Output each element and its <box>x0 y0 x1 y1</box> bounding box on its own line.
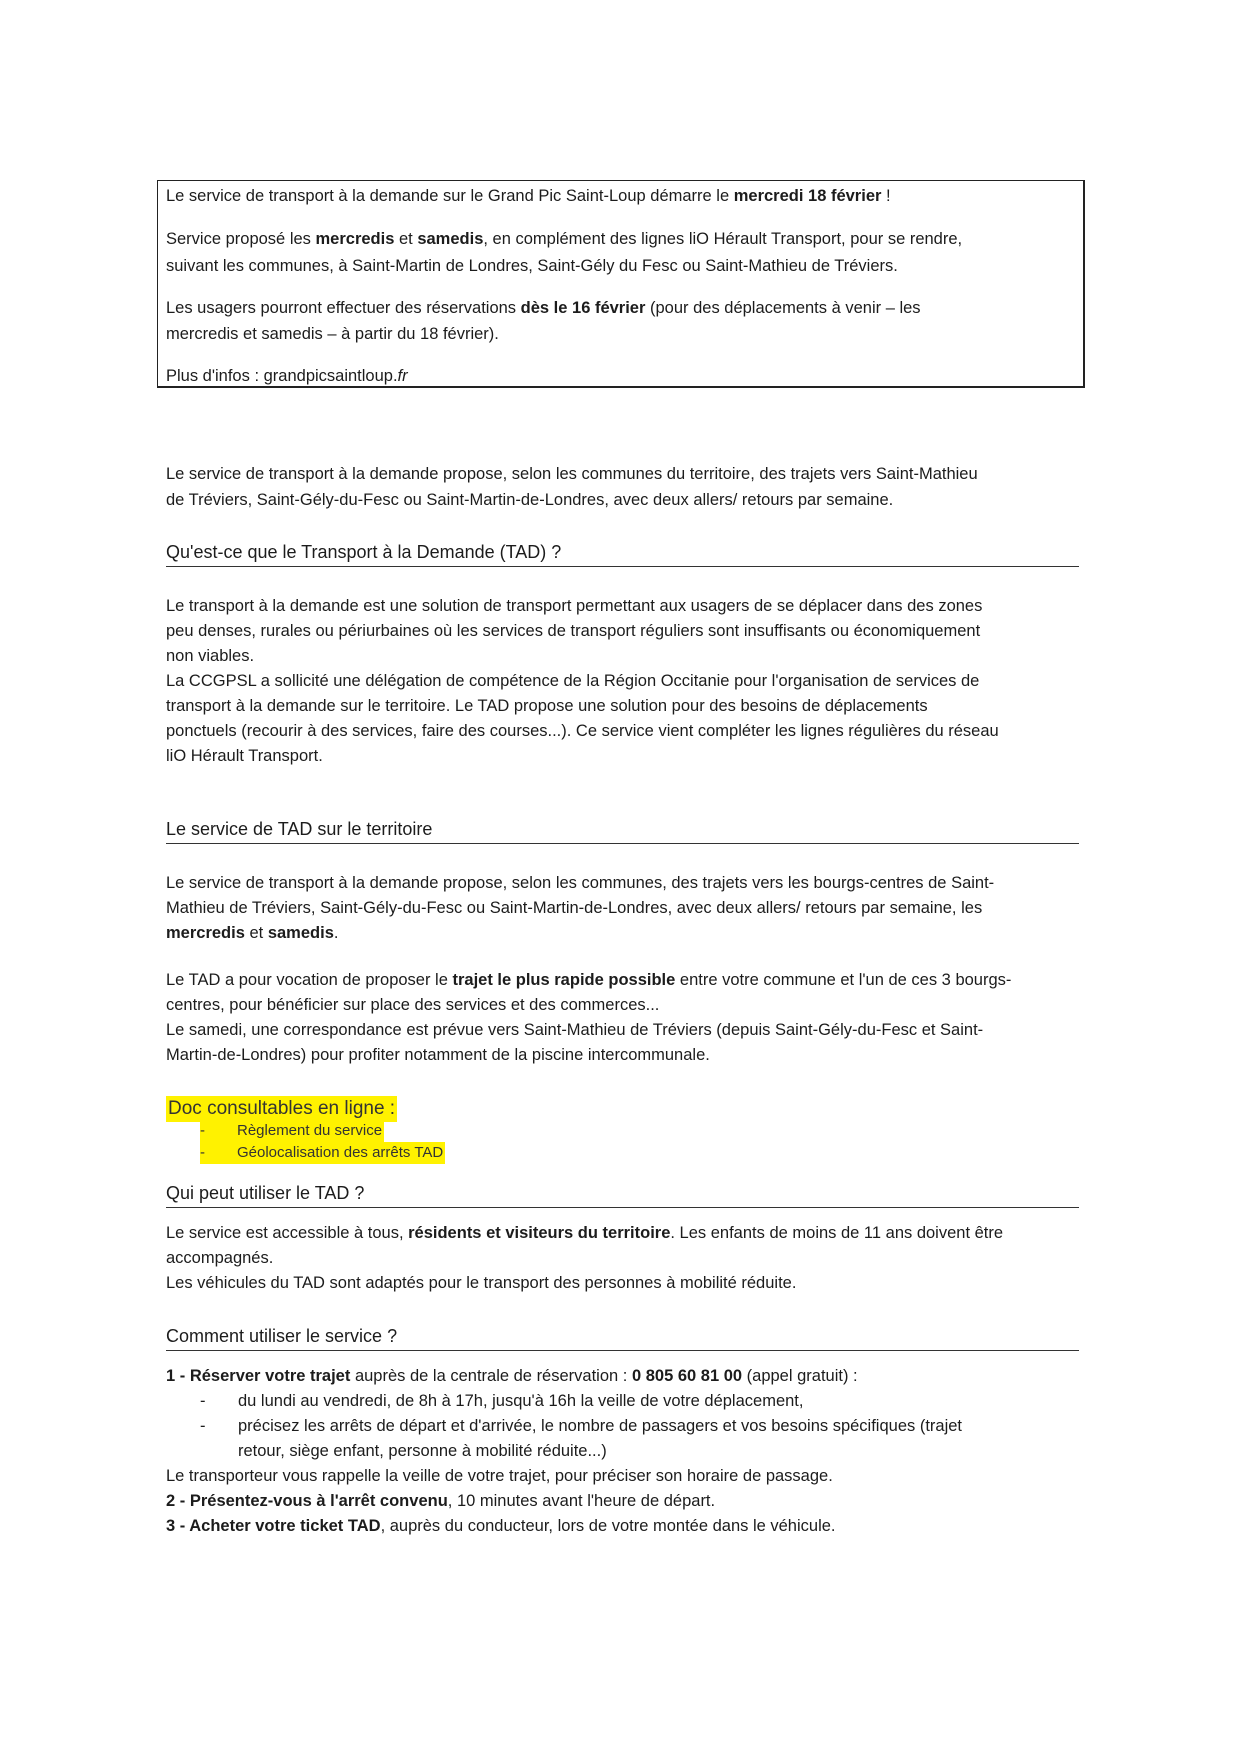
section2-line-4: Le TAD a pour vocation de proposer le trajet le plus rapide possible entre votre commune et l'un de ces 3 bourgs- <box>166 971 1012 989</box>
section1-line-4: La CCGPSL a sollicité une délégation de compétence de la Région Occitanie pour l'organisation de services de <box>166 672 980 690</box>
doc-link-reglement[interactable]: - Règlement du service <box>200 1120 384 1142</box>
announcement-line-1: Le service de transport à la demande sur le Grand Pic Saint-Loup démarre le mercredi 18 février ! <box>166 187 891 205</box>
section2-line-2: Mathieu de Tréviers, Saint-Gély-du-Fesc ou Saint-Martin-de-Londres, avec deux allers/ retours par semaine, les <box>166 899 983 917</box>
section1-line-7: liO Hérault Transport. <box>166 747 323 765</box>
online-docs-title: Doc consultables en ligne : <box>166 1096 397 1122</box>
section-divider <box>166 566 1079 567</box>
section2-line-7: Martin-de-Londres) pour profiter notamment de la piscine intercommunale. <box>166 1046 710 1064</box>
section2-line-3: mercredis et samedis. <box>166 924 339 942</box>
step-1-reserve: 1 - Réserver votre trajet auprès de la centrale de réservation : 0 805 60 81 00 (appel gratuit) : <box>166 1367 858 1385</box>
announcement-line-2: Service proposé les mercredis et samedis, en complément des lignes liO Hérault Transport, pour se rendre, <box>166 230 963 248</box>
section3-line-2: accompagnés. <box>166 1249 274 1267</box>
step-1-bullet-details: - précisez les arrêts de départ et d'arrivée, le nombre de passagers et vos besoins spécifiques (trajet <box>200 1417 963 1435</box>
section1-line-1: Le transport à la demande est une solution de transport permettant aux usagers de se déplacer dans des zones <box>166 597 983 615</box>
section3-line-3: Les véhicules du TAD sont adaptés pour le transport des personnes à mobilité réduite. <box>166 1274 797 1292</box>
section1-line-5: transport à la demande sur le territoire. Le TAD propose une solution pour des besoins de déplacements <box>166 697 928 715</box>
announcement-box <box>157 180 1085 388</box>
section1-line-2: peu denses, rurales ou périurbaines où les services de transport réguliers sont insuffisants ou économiquement <box>166 622 981 640</box>
section-title-who-can-use: Qui peut utiliser le TAD ? <box>166 1183 365 1203</box>
section-title-service-on-territory: Le service de TAD sur le territoire <box>166 819 433 839</box>
section1-line-3: non viables. <box>166 647 255 665</box>
announcement-line-4: Les usagers pourront effectuer des réservations dès le 16 février (pour des déplacements à venir – les <box>166 299 921 317</box>
section3-line-1: Le service est accessible à tous, résidents et visiteurs du territoire. Les enfants de moins de 11 ans doivent être <box>166 1224 1004 1242</box>
announcement-line-5: mercredis et samedis – à partir du 18 février). <box>166 325 499 343</box>
intro-line-1: Le service de transport à la demande propose, selon les communes du territoire, des trajets vers Saint-Mathieu <box>166 465 978 483</box>
section-title-what-is-tad: Qu'est-ce que le Transport à la Demande (TAD) ? <box>166 542 562 562</box>
doc-link-geolocalisation[interactable]: - Géolocalisation des arrêts TAD <box>200 1142 445 1164</box>
announcement-line-3: suivant les communes, à Saint-Martin de Londres, Saint-Gély du Fesc ou Saint-Mathieu de Tréviers. <box>166 257 898 275</box>
step-1-bullet-hours: - du lundi au vendredi, de 8h à 17h, jusqu'à 16h la veille de votre déplacement, <box>200 1392 804 1410</box>
section1-line-6: ponctuels (recourir à des services, faire des courses...). Ce service vient compléter les lignes régulières du réseau <box>166 722 999 740</box>
section2-line-1: Le service de transport à la demande propose, selon les communes, des trajets vers les bourgs-centres de Saint- <box>166 874 995 892</box>
section-divider <box>166 843 1079 844</box>
step-2-present: 2 - Présentez-vous à l'arrêt convenu, 10 minutes avant l'heure de départ. <box>166 1492 716 1510</box>
intro-line-2: de Tréviers, Saint-Gély-du-Fesc ou Saint-Martin-de-Londres, avec deux allers/ retours par semaine. <box>166 491 894 509</box>
announcement-link[interactable]: Plus d'infos : grandpicsaintloup.fr <box>166 367 408 385</box>
step-1-bullet-details-cont: retour, siège enfant, personne à mobilité réduite...) <box>238 1442 607 1460</box>
carrier-recall-line: Le transporteur vous rappelle la veille de votre trajet, pour préciser son horaire de passage. <box>166 1467 833 1485</box>
step-3-ticket: 3 - Acheter votre ticket TAD, auprès du conducteur, lors de votre montée dans le véhicule. <box>166 1517 836 1535</box>
section-title-how-to-use: Comment utiliser le service ? <box>166 1326 398 1346</box>
section-divider <box>166 1350 1079 1351</box>
section2-line-5: centres, pour bénéficier sur place des services et des commerces... <box>166 996 660 1014</box>
section2-line-6: Le samedi, une correspondance est prévue vers Saint-Mathieu de Tréviers (depuis Saint-Gély-du-Fesc et Saint- <box>166 1021 984 1039</box>
section-divider <box>166 1207 1079 1208</box>
